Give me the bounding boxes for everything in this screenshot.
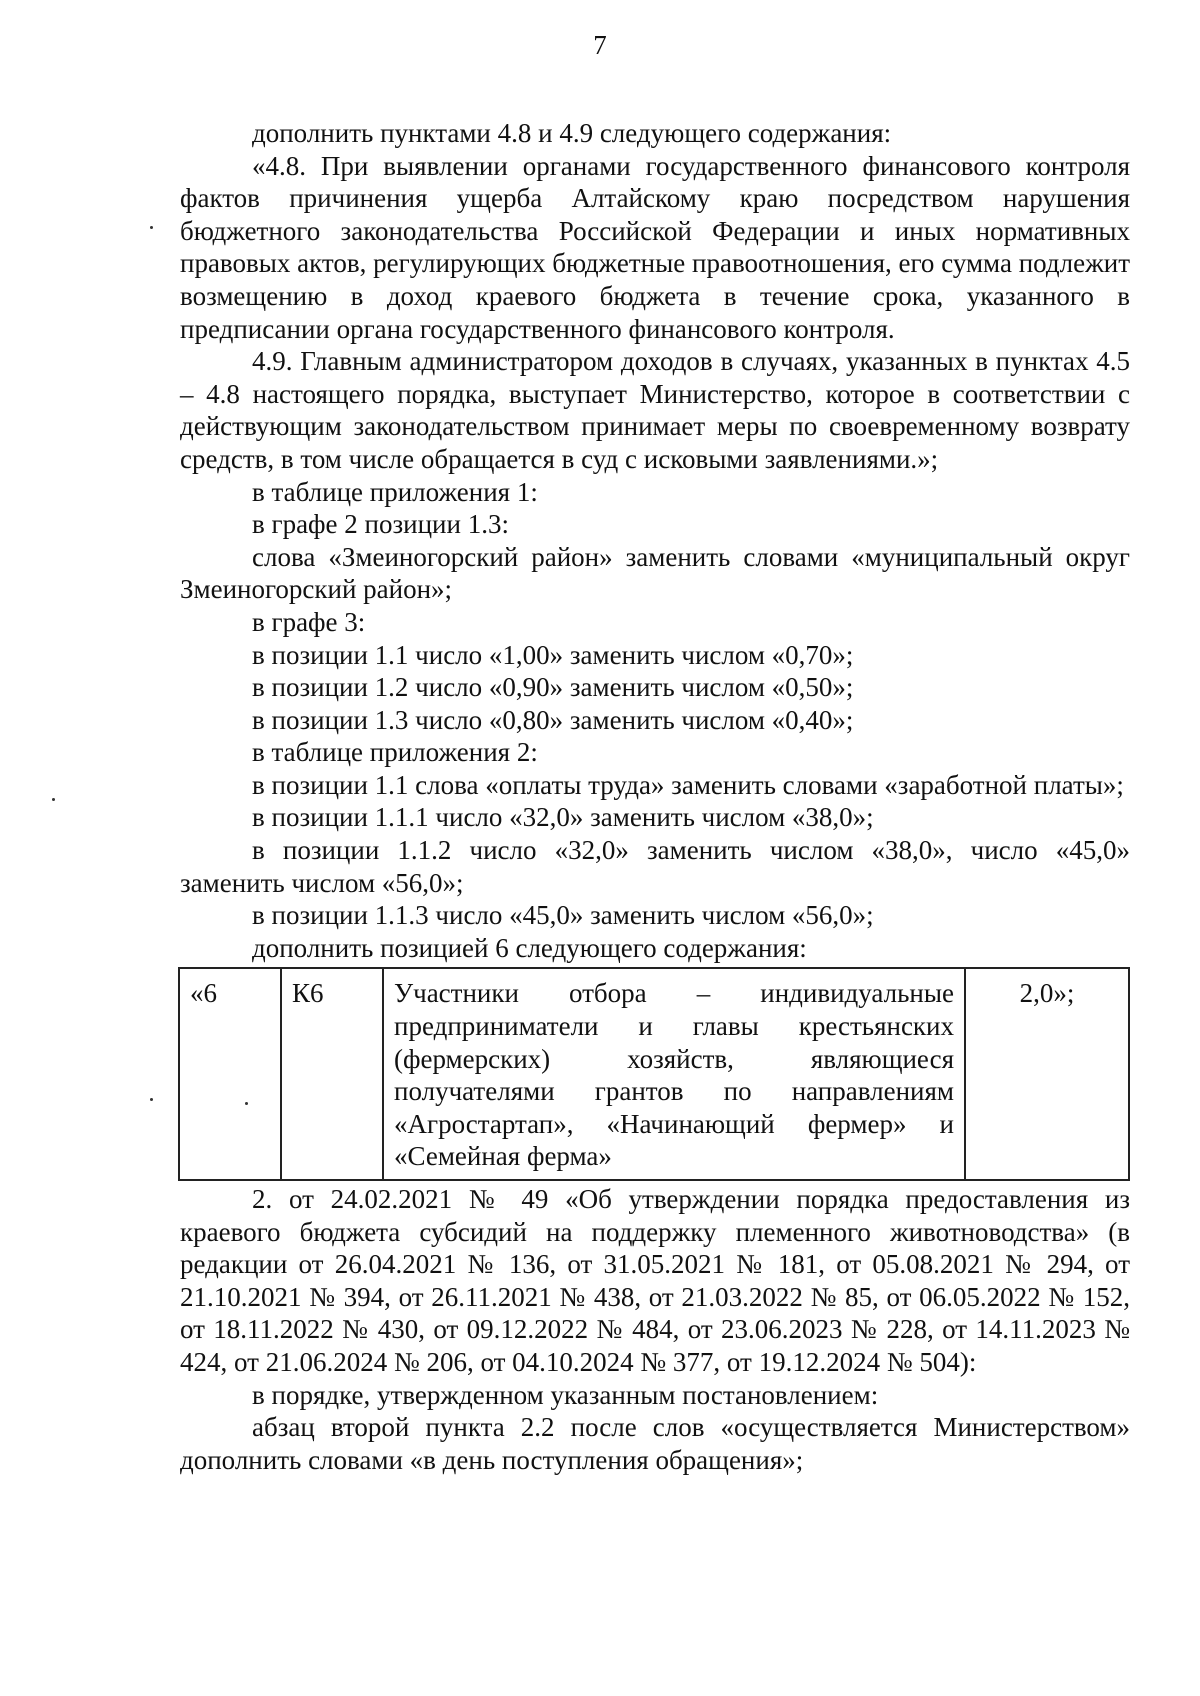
paragraph: дополнить пунктами 4.8 и 4.9 следующего содержания: bbox=[252, 118, 892, 148]
paragraph: в позиции 1.3 число «0,80» заменить числом «0,40»; bbox=[252, 704, 854, 735]
paragraph: в позиции 1.1.3 число «45,0» заменить числом «56,0»; bbox=[252, 900, 874, 931]
paragraph: в графе 2 позиции 1.3: bbox=[252, 509, 509, 540]
paragraph: в таблице приложения 2: bbox=[252, 737, 538, 768]
paragraph: «4.8. При выявлении органами государственного финансового контроля фактов причинения ущерба Алтайскому краю посредством нарушения бюджетного законодательства Российской Федерации и иных нормативных правовых актов, регулирующих бюджетные правоотношения, его сумма подлежит возмещению в доход краевого бюджета в течение срока, указанного в предписании органа государственного финансового контроля. bbox=[180, 150, 1130, 344]
paragraphs-top bbox=[180, 117, 1130, 964]
scan-speck bbox=[150, 226, 153, 229]
scan-speck bbox=[52, 798, 55, 801]
page-number: 7 bbox=[593, 30, 607, 60]
paragraph: в позиции 1.1.1 число «32,0» заменить числом «38,0»; bbox=[252, 802, 874, 833]
paragraph: в позиции 1.1.2 число «32,0» заменить числом «38,0», число «45,0» заменить числом «56,0»; bbox=[180, 835, 1130, 898]
table-cell-code: К6 bbox=[281, 968, 383, 1180]
table-cell-value: 2,0»; bbox=[965, 968, 1129, 1180]
paragraph: в таблице приложения 1: bbox=[252, 476, 538, 507]
paragraph: в позиции 1.1 слова «оплаты труда» заменить словами «заработной платы»; bbox=[252, 769, 1124, 800]
paragraph: 4.9. Главным администратором доходов в случаях, указанных в пунктах 4.5 – 4.8 настоящего порядка, выступает Министерство, которое в соответствии с действующим законодательством принимает меры по своевременному возврату средств, в том числе обращается в суд с исковыми заявлениями.»; bbox=[180, 346, 1130, 474]
paragraph: абзац второй пункта 2.2 после слов «осуществляется Министерством» дополнить словами «в день поступления обращения»; bbox=[180, 1412, 1130, 1475]
paragraph: 2. от 24.02.2021 № 49 «Об утверждении порядка предоставления из краевого бюджета субсидий на поддержку племенного животноводства» (в редакции от 26.04.2021 № 136, от 31.05.2021 № 181, от 05.08.2021 № 294, от 21.10.2021 № 394, от 26.11.2021 № 438, от 21.03.2022 № 85, от 06.05.2022 № 152, от 18.11.2022 № 430, от 09.12.2022 № 484, от 23.06.2023 № 228, от 14.11.2023 № 424, от 21.06.2024 № 206, от 04.10.2024 № 377, от 19.12.2024 № 504): bbox=[180, 1184, 1130, 1377]
inserted-table bbox=[178, 967, 1130, 1181]
table-cell-description: Участники отбора – индивидуальные предприниматели и главы крестьянских (фермерских) хозяйств, являющиеся получателями грантов по направлениям «Агростартап», «Начинающий фермер» и «Семейная ферма» bbox=[383, 968, 965, 1180]
scan-speck bbox=[245, 1102, 248, 1105]
paragraph: в графе 3: bbox=[252, 606, 366, 637]
paragraph: в позиции 1.2 число «0,90» заменить числом «0,50»; bbox=[252, 672, 854, 703]
paragraph: в позиции 1.1 число «1,00» заменить числом «0,70»; bbox=[252, 639, 854, 670]
paragraph: в порядке, утвержденном указанным постановлением: bbox=[252, 1379, 879, 1410]
paragraph: дополнить позицией 6 следующего содержания: bbox=[252, 932, 807, 963]
table-row bbox=[179, 968, 1129, 1180]
document-body bbox=[180, 117, 1130, 1476]
paragraphs-bottom bbox=[180, 1183, 1130, 1476]
scan-speck bbox=[150, 1098, 153, 1101]
table-cell-number: «6 bbox=[179, 968, 281, 1180]
paragraph: слова «Змеиногорский район» заменить словами «муниципальный округ Змеиногорский район»; bbox=[180, 541, 1130, 605]
